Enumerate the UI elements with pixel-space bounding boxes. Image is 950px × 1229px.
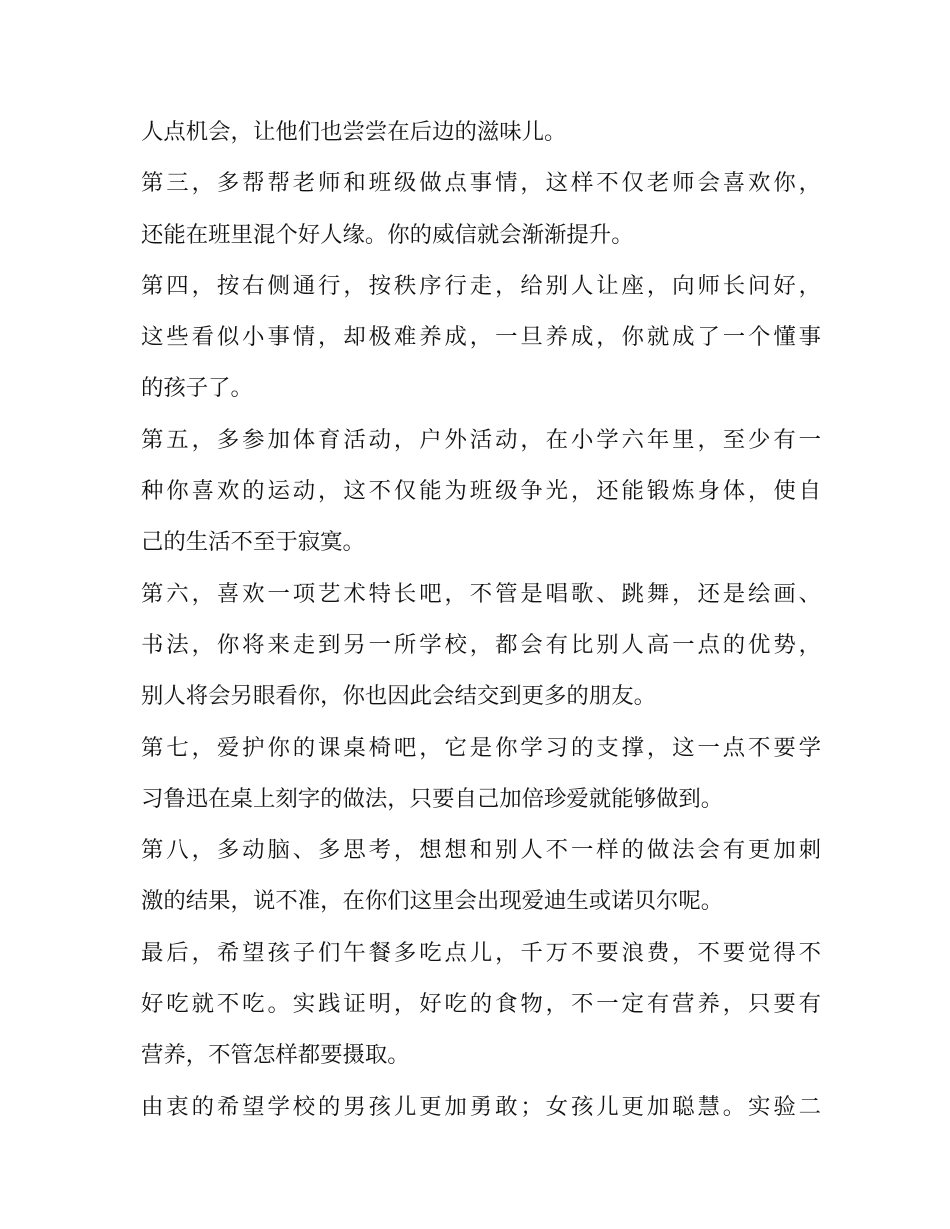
text-line: 第八，多动脑、多思考，想想和别人不一样的做法会有更加刺	[141, 837, 821, 864]
text-line: 人点机会，让他们也尝尝在后边的滋味儿。	[141, 119, 567, 145]
text-line: 激的结果，说不准，在你们这里会出现爱迪生或诺贝尔呢。	[141, 888, 724, 915]
text-line: 营养，不管怎样都要摄取。	[141, 1042, 410, 1069]
text-line: 由衷的希望学校的男孩儿更加勇敢；女孩儿更加聪慧。实验二	[141, 1093, 821, 1120]
text-line: 书法，你将来走到另一所学校，都会有比别人高一点的优势，	[141, 631, 821, 658]
text-line: 第五，多参加体育活动，户外活动，在小学六年里，至少有一	[141, 426, 821, 453]
text-line: 这些看似小事情，却极难养成，一旦养成，你就成了一个懂事	[141, 324, 821, 351]
text-line: 的孩子了。	[141, 375, 253, 402]
text-line: 还能在班里混个好人缘。你的威信就会渐渐提升。	[141, 221, 634, 248]
body-text	[141, 107, 821, 1133]
text-line: 第六，喜欢一项艺术特长吧，不管是唱歌、跳舞，还是绘画、	[141, 580, 821, 607]
text-line: 好吃就不吃。实践证明，好吃的食物，不一定有营养，只要有	[141, 991, 821, 1018]
text-line: 习鲁迅在桌上刻字的做法，只要自己加倍珍爱就能够做到。	[141, 785, 724, 812]
text-line: 己的生活不至于寂寞。	[141, 529, 365, 556]
text-line: 别人将会另眼看你，你也因此会结交到更多的朋友。	[141, 683, 656, 710]
text-line: 第七，爱护你的课桌椅吧，它是你学习的支撑，这一点不要学	[141, 734, 821, 761]
text-line: 种你喜欢的运动，这不仅能为班级争光，还能锻炼身体，使自	[141, 478, 821, 505]
text-line: 最后，希望孩子们午餐多吃点儿，千万不要浪费，不要觉得不	[141, 939, 821, 966]
text-line: 第四，按右侧通行，按秩序行走，给别人让座，向师长问好，	[141, 272, 821, 299]
text-line: 第三，多帮帮老师和班级做点事情，这样不仅老师会喜欢你，	[141, 170, 821, 197]
